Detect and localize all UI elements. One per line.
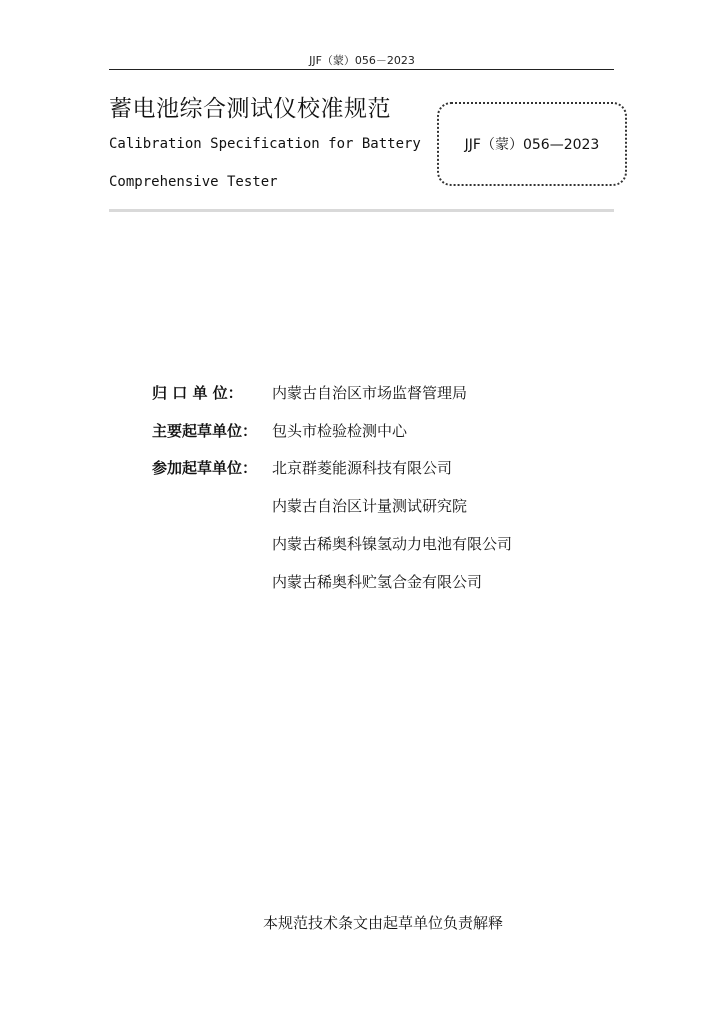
title-divider <box>109 209 614 212</box>
title-english-line2: Comprehensive Tester <box>109 174 278 190</box>
specification-code: JJF（蒙）056—2023 <box>464 137 600 153</box>
participating-unit-value: 内蒙古稀奥科镍氢动力电池有限公司 <box>272 535 513 553</box>
specification-code-box <box>437 102 627 186</box>
title-english-line1: Calibration Specification for Battery <box>109 136 421 152</box>
main-drafting-unit-label: 主要起草单位： <box>152 422 258 440</box>
participating-unit-row <box>152 457 452 478</box>
attributing-unit-value: 内蒙古自治区市场监督管理局 <box>272 384 468 402</box>
footer-interpretation-note: 本规范技术条文由起草单位负责解释 <box>262 914 503 932</box>
participating-unit-value: 内蒙古稀奥科贮氢合金有限公司 <box>272 573 483 591</box>
participating-unit-value: 北京群菱能源科技有限公司 <box>272 459 453 477</box>
participating-unit-label: 参加起草单位： <box>152 459 258 477</box>
attributing-unit-label: 归 口 单 位： <box>152 384 243 402</box>
main-drafting-unit-value: 包头市检验检测中心 <box>272 422 408 440</box>
running-header-code: JJF（蒙）056－2023 <box>309 54 415 67</box>
main-drafting-unit-row <box>152 420 407 441</box>
attributing-unit-row <box>152 382 467 403</box>
participating-unit-value: 内蒙古自治区计量测试研究院 <box>272 497 468 515</box>
title-chinese: 蓄电池综合测试仪校准规范 <box>109 96 391 122</box>
header-rule <box>109 69 614 70</box>
